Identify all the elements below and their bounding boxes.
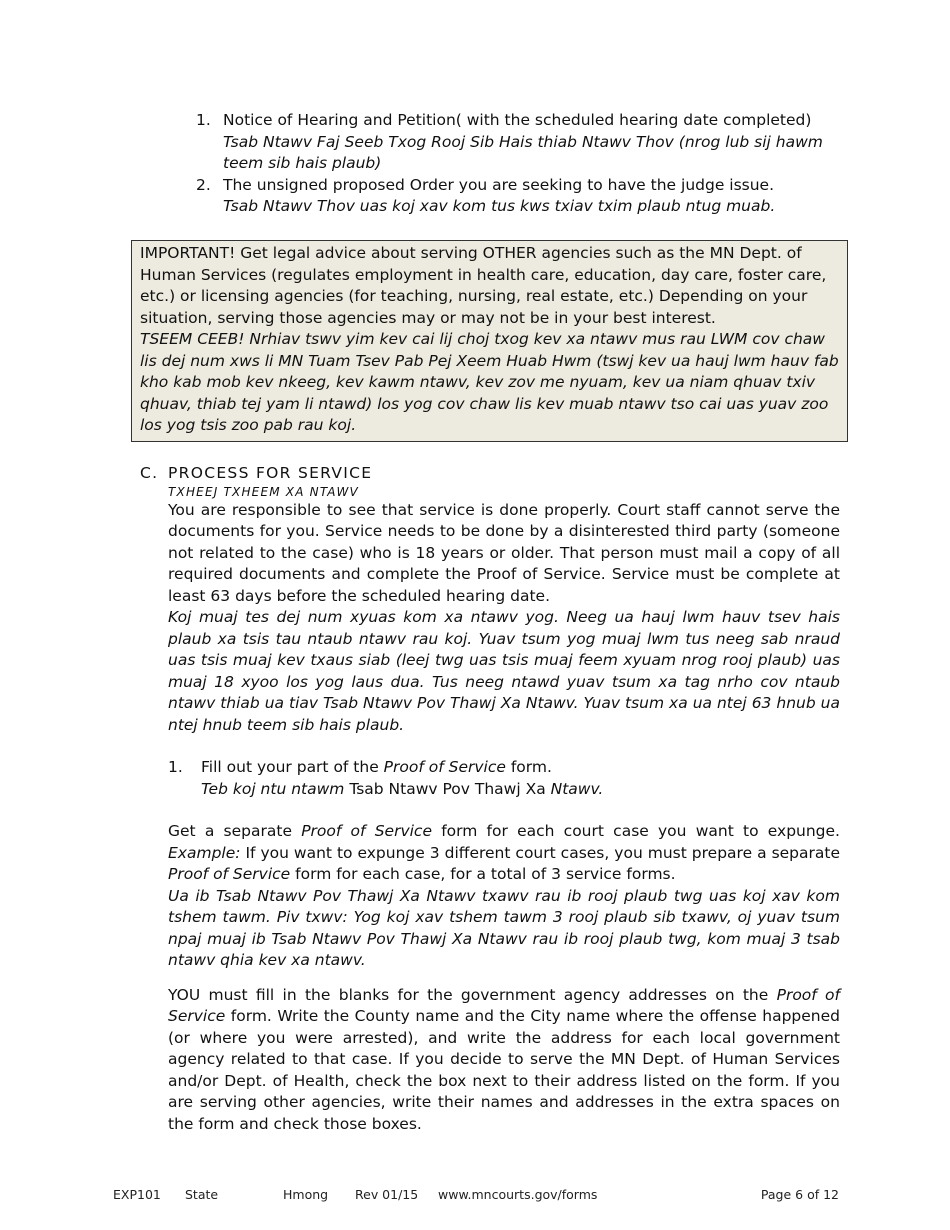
separate-proof-english: Get a separate Proof of Service form for each court case you want to expunge. Example: If you want to expunge 3 different court cases, you must prepare a separate Proof of Service form for each case, for a total of 3 service forms. <box>168 822 840 883</box>
list-item-hmong: Tsab Ntawv Thov uas koj xav kom tus kws txiav txim plaub ntug muab. <box>223 197 776 215</box>
list-item-hmong: Tsab Ntawv Faj Seeb Txog Rooj Sib Hais thiab Ntawv Thov (nrog lub sij hawm teem sib hais plaub) <box>223 132 823 172</box>
service-responsibility-hmong: Koj muaj tes dej num xyuas kom xa ntawv yog. Neeg ua hauj lwm hauv tsev hais plaub xa tsis tau ntaub ntawv rau koj. Yuav tsum yog muaj lwm tus neeg sab nraud uas tsis muaj kev txaus siab (leej twg uas tsis muaj feem xyuam nrog rooj plaub) uas muaj 18 xyoo los yog laus dua. Tus neeg ntawd yuav tsum xa tag nrho cov ntaub ntawv thiab ua tiav Tsab Ntawv Pov Thawj Xa Ntawv. Yuav tsum xa ua ntej 63 hnub ua ntej hnub teem sib hais plaub. <box>168 608 840 734</box>
footer-url: www.mncourts.gov/forms <box>438 1187 598 1202</box>
list-item <box>168 757 840 800</box>
section-process-for-service <box>140 463 840 1135</box>
list-item-number: 1. <box>168 758 183 776</box>
footer-form-id: EXP101 <box>113 1187 161 1202</box>
footer-page-number: Page 6 of 12 <box>760 1187 839 1202</box>
section-heading <box>140 463 840 485</box>
footer-state: State <box>185 1187 219 1202</box>
list-item-number: 1. <box>196 111 211 129</box>
important-notice-hmong: TSEEM CEEB! Nrhiav tswv yim kev cai lij choj txog kev xa ntawv mus rau LWM cov chaw lis dej num xws li MN Tuam Tsev Pab Pej Xeem Huab Hwm (tswj kev ua hauj lwm hauv fab kho kab mob kev nkeeg, kev kawm ntawv, kev zov me nyuam, kev ua niam qhuav txiv qhuav, thiab tej yam li ntawd) los yog cov chaw lis kev muab ntawv tso cai uas yuav zoo los yog tsis zoo pab rau koj. <box>140 330 839 434</box>
agency-addresses-instructions: YOU must fill in the blanks for the government agency addresses on the Proof of Service form. Write the County name and the City name where the offense happened (or where you were arrested), and write the address for each local government agency related to that case. If you decide to serve the MN Dept. of Human Services and/or Dept. of Health, check the box next to their address listed on the form. If you are serving other agencies, write their names and addresses in the extra spaces on the form and check those boxes. <box>168 985 841 1133</box>
list-item-english: Fill out your part of the Proof of Service form. <box>201 758 552 776</box>
list-item-english: Notice of Hearing and Petition( with the scheduled hearing date completed) <box>223 111 812 129</box>
important-notice-english: IMPORTANT! Get legal advice about serving OTHER agencies such as the MN Dept. of Human Services (regulates employment in health care, education, day care, foster care, etc.) or licensing agencies (for teaching, nursing, real estate, etc.) Depending on your situation, serving those agencies may or may not be in your best interest. <box>140 244 827 327</box>
footer-revision: Rev 01/15 <box>355 1187 419 1202</box>
list-item-number: 2. <box>196 175 211 194</box>
list-item <box>196 110 846 175</box>
important-notice-box <box>131 240 848 442</box>
section-subtitle-hmong: TXHEEJ TXHEEM XA NTAWV <box>168 484 359 499</box>
section-letter: C. <box>140 464 159 482</box>
list-item-english: The unsigned proposed Order you are seeking to have the judge issue. <box>223 175 775 194</box>
service-responsibility-english: You are responsible to see that service is done properly. Court staff cannot serve the documents for you. Service needs to be done by a disinterested third party (someone not related to the case) who is 18 years or older. That person must mail a copy of all required documents and complete the Proof of Service. Service must be complete at least 63 days before the scheduled hearing date. <box>168 500 840 605</box>
required-documents-list <box>196 110 846 218</box>
list-item-hmong: Teb koj ntu ntawm Tsab Ntawv Pov Thawj Xa Ntawv. <box>201 779 604 798</box>
section-title: PROCESS FOR SERVICE <box>168 464 373 482</box>
list-item <box>196 175 846 218</box>
separate-proof-hmong: Ua ib Tsab Ntawv Pov Thawj Xa Ntawv txawv rau ib rooj plaub twg uas koj xav kom tshem tawm. Piv txwv: Yog koj xav tshem tawm 3 rooj plaub sib txawv, oj yuav tsum npaj muaj ib Tsab Ntawv Pov Thawj Xa Ntawv rau ib rooj plaub twg, kom muaj 3 tsab ntawv qhia kev xa ntawv. <box>168 886 840 969</box>
footer-language: Hmong <box>283 1187 329 1202</box>
